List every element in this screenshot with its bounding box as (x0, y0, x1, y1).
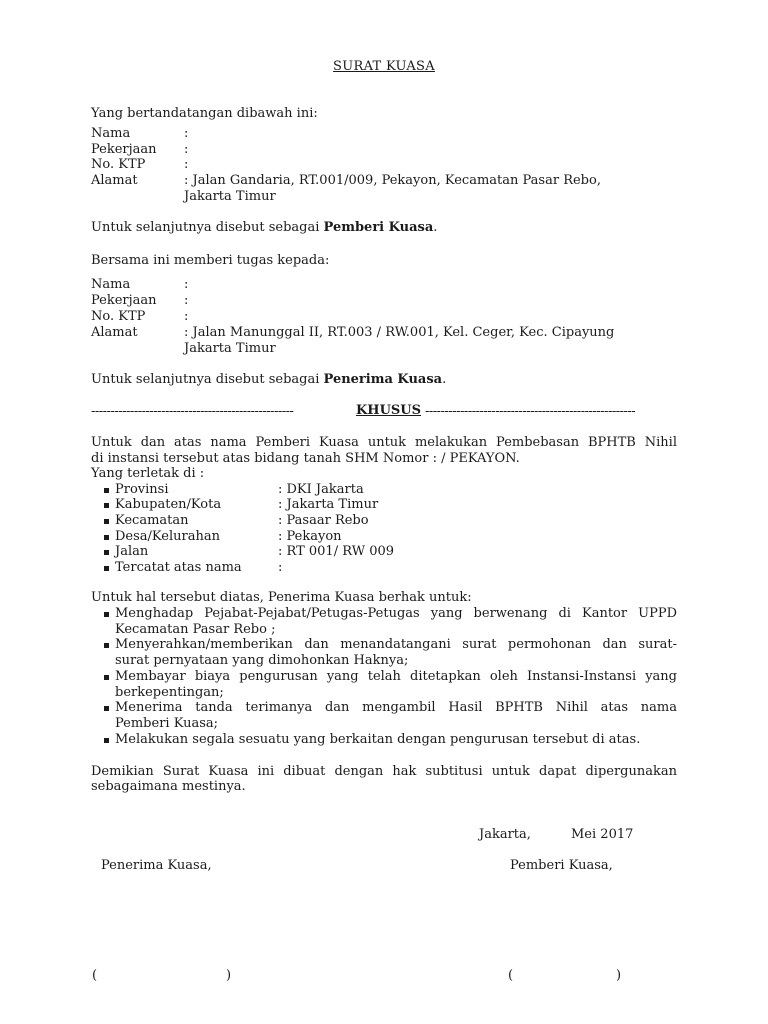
penerima-role-suffix: . (442, 372, 447, 387)
bullet-icon (104, 503, 109, 508)
location-label-tercatat: Tercatat atas nama (115, 560, 242, 575)
bullet-icon (104, 535, 109, 540)
bullet-icon (104, 566, 109, 571)
closing-line2: sebagaimana mestinya. (91, 779, 246, 794)
power-1-line1: Menghadap Pejabat-Pejabat/Petugas-Petugas yang berwenang di Kantor UPPD (115, 606, 677, 621)
location-label-jalan: Jalan (115, 544, 149, 559)
power-5-line1: Melakukan segala sesuatu yang berkaitan dengan pengurusan tersebut di atas. (115, 732, 641, 747)
pemberi-label-pekerjaan: Pekerjaan (91, 142, 157, 157)
location-value-provinsi: : DKI Jakarta (278, 482, 364, 497)
signature-bracket-right-close: ) (616, 968, 622, 983)
pemberi-value-pekerjaan: : (184, 142, 189, 157)
location-value-desa: : Pekayon (278, 529, 342, 544)
divider-left-dashes: ---------------------------------------------------- (91, 404, 294, 419)
location-value-kabupaten: : Jakarta Timur (278, 497, 379, 512)
location-value-jalan: : RT 001/ RW 009 (278, 544, 395, 559)
divider-label-khusus: KHUSUS (356, 403, 422, 418)
pemberi-role-prefix: Untuk selanjutnya disebut sebagai (91, 220, 324, 235)
purpose-located: Yang terletak di : (91, 466, 205, 481)
divider-right-dashes: ------------------------------------------------------ (425, 404, 636, 419)
pemberi-label-alamat: Alamat (91, 173, 138, 188)
signature-bracket-left-open: ( (92, 968, 98, 983)
bullet-icon (104, 675, 109, 680)
pemberi-label-nama: Nama (91, 126, 131, 141)
place-city: Jakarta, (479, 827, 531, 842)
penerima-value-nama: : (184, 277, 189, 292)
location-label-kecamatan: Kecamatan (115, 513, 189, 528)
pemberi-value-ktp: : (184, 157, 189, 172)
power-4-line1: Menerima tanda terimanya dan mengambil Hasil BPHTB Nihil atas nama (115, 700, 677, 715)
power-2-line2: surat pernyataan yang dimohonkan Haknya; (115, 653, 409, 668)
location-label-desa: Desa/Kelurahan (115, 529, 220, 544)
bullet-icon (104, 738, 109, 743)
purpose-line2: di instansi tersebut atas bidang tanah SHM Nomor : / PEKAYON. (91, 451, 520, 466)
signature-label-pemberi: Pemberi Kuasa, (510, 858, 613, 873)
powers-intro: Untuk hal tersebut diatas, Penerima Kuasa berhak untuk: (91, 590, 472, 605)
bullet-icon (104, 519, 109, 524)
pemberi-label-ktp: No. KTP (91, 157, 146, 172)
bullet-icon (104, 706, 109, 711)
pemberi-value-nama: : (184, 126, 189, 141)
location-value-tercatat: : (278, 560, 283, 575)
pemberi-role-name: Pemberi Kuasa (323, 220, 434, 235)
location-label-kabupaten: Kabupaten/Kota (115, 497, 222, 512)
pemberi-address-line2: Jakarta Timur (184, 189, 276, 204)
penerima-label-pekerjaan: Pekerjaan (91, 293, 157, 308)
location-label-provinsi: Provinsi (115, 482, 169, 497)
penerima-role-line (91, 372, 446, 388)
pemberi-role-line (91, 220, 437, 236)
bullet-icon (104, 488, 109, 493)
penerima-value-ktp: : (184, 309, 189, 324)
penerima-label-ktp: No. KTP (91, 309, 146, 324)
penerima-role-name: Penerima Kuasa (323, 372, 443, 387)
purpose-line1: Untuk dan atas nama Pemberi Kuasa untuk melakukan Pembebasan BPHTB Nihil (91, 435, 677, 450)
place-date: Mei 2017 (571, 827, 634, 842)
power-2-line1: Menyerahkan/memberikan dan menandatangani surat permohonan dan surat- (115, 637, 677, 652)
penerima-label-nama: Nama (91, 277, 131, 292)
power-1-line2: Kecamatan Pasar Rebo ; (115, 622, 276, 637)
power-3-line2: berkepentingan; (115, 685, 224, 700)
document-title: SURAT KUASA (333, 59, 435, 74)
power-4-line2: Pemberi Kuasa; (115, 716, 219, 731)
assign-intro-text: Bersama ini memberi tugas kepada: (91, 253, 330, 268)
signature-bracket-left-close: ) (226, 968, 232, 983)
bullet-icon (104, 612, 109, 617)
pemberi-role-suffix: . (433, 220, 438, 235)
signature-bracket-right-open: ( (508, 968, 514, 983)
power-3-line1: Membayar biaya pengurusan yang telah ditetapkan oleh Instansi-Instansi yang (115, 669, 677, 684)
signature-label-penerima: Penerima Kuasa, (101, 858, 212, 873)
penerima-value-pekerjaan: : (184, 293, 189, 308)
closing-line1: Demikian Surat Kuasa ini dibuat dengan hak subtitusi untuk dapat dipergunakan (91, 764, 677, 779)
penerima-label-alamat: Alamat (91, 325, 138, 340)
bullet-icon (104, 643, 109, 648)
penerima-address-line2: Jakarta Timur (184, 341, 276, 356)
bullet-icon (104, 550, 109, 555)
pemberi-value-alamat: : Jalan Gandaria, RT.001/009, Pekayon, Kecamatan Pasar Rebo, (184, 173, 601, 188)
penerima-value-alamat: : Jalan Manunggal II, RT.003 / RW.001, Kel. Ceger, Kec. Cipayung (184, 325, 615, 340)
penerima-role-prefix: Untuk selanjutnya disebut sebagai (91, 372, 324, 387)
location-value-kecamatan: : Pasaar Rebo (278, 513, 369, 528)
intro-text: Yang bertandatangan dibawah ini: (91, 106, 318, 121)
